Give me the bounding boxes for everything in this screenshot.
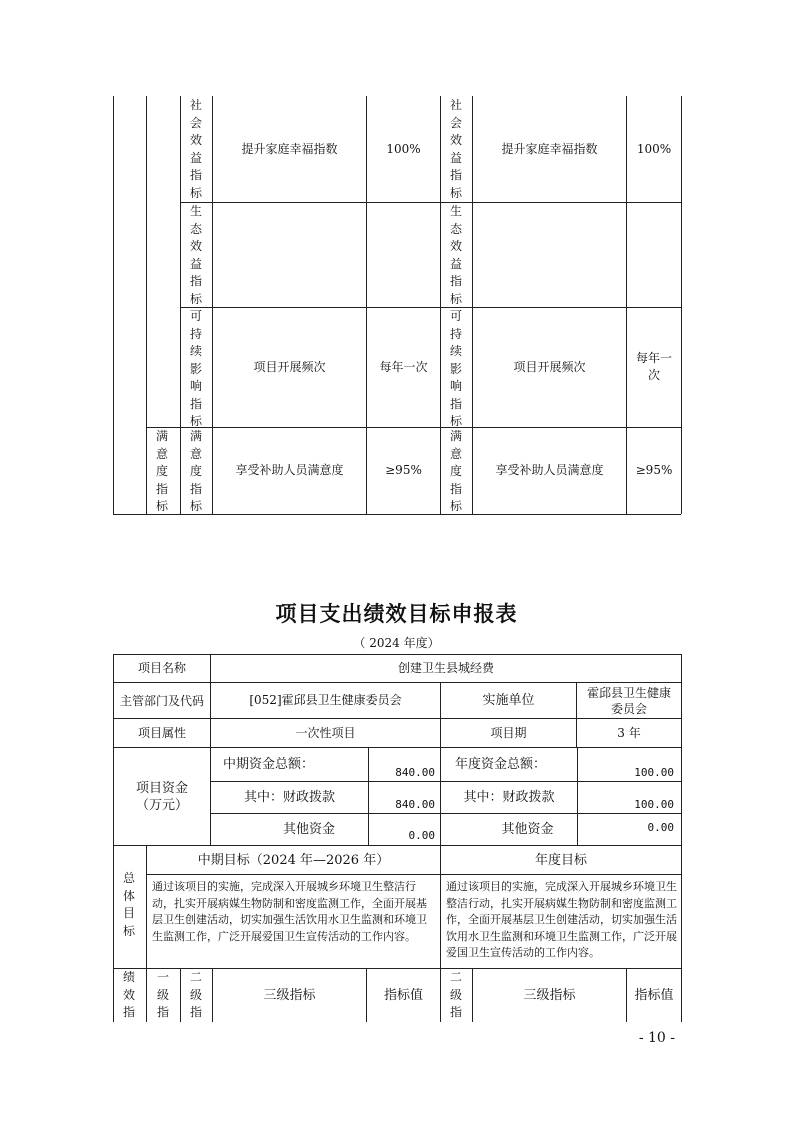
indicator-cell: 享受补助人员满意度 bbox=[495, 463, 604, 477]
form-title: 项目支出绩效目标申报表 bbox=[275, 602, 518, 626]
year-line: （ 2024 年度） bbox=[353, 636, 440, 650]
overall-label: 总体目标 bbox=[122, 871, 135, 938]
year-total-value: 100.00 bbox=[634, 766, 674, 779]
indicator-cell: 享受补助人员满意度 bbox=[235, 463, 344, 477]
level2-label: 可持续影响指标 bbox=[189, 309, 202, 428]
mid-goal-header: 中期目标（2024 年—2026 年） bbox=[197, 852, 390, 868]
indicator-cell: 项目开展频次 bbox=[253, 359, 326, 374]
page-number: - 10 - bbox=[638, 1030, 675, 1046]
indicator-value: 每年一次 bbox=[635, 351, 672, 382]
year-other-label: 其他资金 bbox=[501, 822, 554, 837]
indicator-value: ≥95% bbox=[635, 463, 673, 477]
level2-header: 二级指 bbox=[189, 970, 202, 1019]
year-fiscal-label: 其中：财政拨款 bbox=[463, 790, 555, 805]
year-other-value: 0.00 bbox=[647, 821, 674, 834]
indicator-cell bbox=[473, 202, 626, 307]
indicator-cell: 提升家庭幸福指数 bbox=[501, 141, 598, 156]
level2-label: 生态效益指标 bbox=[449, 204, 462, 306]
project-name-value: 创建卫生县城经费 bbox=[397, 661, 494, 675]
year-goal-header: 年度目标 bbox=[534, 852, 587, 868]
indicator-value bbox=[627, 202, 681, 307]
indicator-cell: 提升家庭幸福指数 bbox=[241, 141, 338, 156]
value-header: 指标值 bbox=[383, 988, 423, 1003]
project-name-label: 项目名称 bbox=[137, 661, 186, 675]
indicator-value: 100% bbox=[386, 141, 421, 156]
mid-goal-text: 通过该项目的实施，完成深入开展城乡环境卫生整洁行动，扎实开展病媒生物防制和密度监测工作，全面开展基层卫生创建活动，切实加强生活饮用水卫生监测和环境卫生监测工作，广泛开展爱国卫生宣传活动的工作内容。 bbox=[152, 880, 427, 943]
mid-other-value: 0.00 bbox=[408, 829, 435, 842]
impl-unit-label: 实施单位 bbox=[482, 693, 535, 708]
year-fiscal-value: 100.00 bbox=[634, 798, 674, 811]
perf-label: 绩效指 bbox=[122, 970, 135, 1019]
period-value: 3 年 bbox=[617, 725, 641, 740]
dept-label: 主管部门及代码 bbox=[120, 693, 205, 708]
year-total-label: 年度资金总额： bbox=[455, 757, 547, 772]
mid-fiscal-label: 其中：财政拨款 bbox=[243, 790, 335, 805]
mid-fiscal-value: 840.00 bbox=[395, 798, 435, 811]
dept-value: [052]霍邱县卫生健康委员会 bbox=[249, 693, 402, 707]
level2-label: 满意度指标 bbox=[189, 429, 202, 513]
indicator-value: 100% bbox=[636, 141, 672, 156]
mid-other-label: 其他资金 bbox=[282, 822, 335, 837]
indicator-value bbox=[367, 202, 440, 307]
right-level2-header: 二级指 bbox=[449, 970, 462, 1019]
right-value-header: 指标值 bbox=[634, 988, 674, 1003]
mid-total-label: 中期资金总额： bbox=[223, 757, 315, 772]
impl-unit-value: 霍邱县卫生健康委员会 bbox=[586, 685, 671, 716]
level2-label: 社会效益指标 bbox=[449, 98, 462, 200]
mid-total-value: 840.00 bbox=[395, 766, 435, 779]
attr-label: 项目属性 bbox=[137, 725, 186, 740]
attr-value: 一次性项目 bbox=[295, 725, 356, 740]
level1-label: 满意度指标 bbox=[155, 429, 168, 513]
year-goal-text: 通过该项目的实施，完成深入开展城乡环境卫生整洁行动，扎实开展病媒生物防制和密度监测工作，全面开展基层卫生创建活动，切实加强生活饮用水卫生监测和环境卫生监测工作，广泛开展爱国卫生宣传活动的工作内容。 bbox=[446, 880, 677, 959]
indicator-cell bbox=[213, 202, 366, 307]
indicator-value: 每年一次 bbox=[379, 359, 428, 374]
indicator-value: ≥95% bbox=[385, 463, 422, 477]
funds-label: 项目资金（万元） bbox=[135, 780, 188, 813]
right-level3-header: 三级指标 bbox=[523, 988, 576, 1003]
indicator-cell: 项目开展频次 bbox=[513, 359, 586, 374]
period-label: 项目期 bbox=[490, 725, 527, 740]
level2-label: 可持续影响指标 bbox=[449, 309, 462, 428]
level3-header: 三级指标 bbox=[263, 988, 316, 1003]
level2-label: 生态效益指标 bbox=[189, 204, 202, 306]
level2-label: 社会效益指标 bbox=[189, 98, 202, 200]
level1-header: 一级指 bbox=[156, 970, 169, 1019]
level2-label: 满意度指标 bbox=[449, 429, 462, 513]
